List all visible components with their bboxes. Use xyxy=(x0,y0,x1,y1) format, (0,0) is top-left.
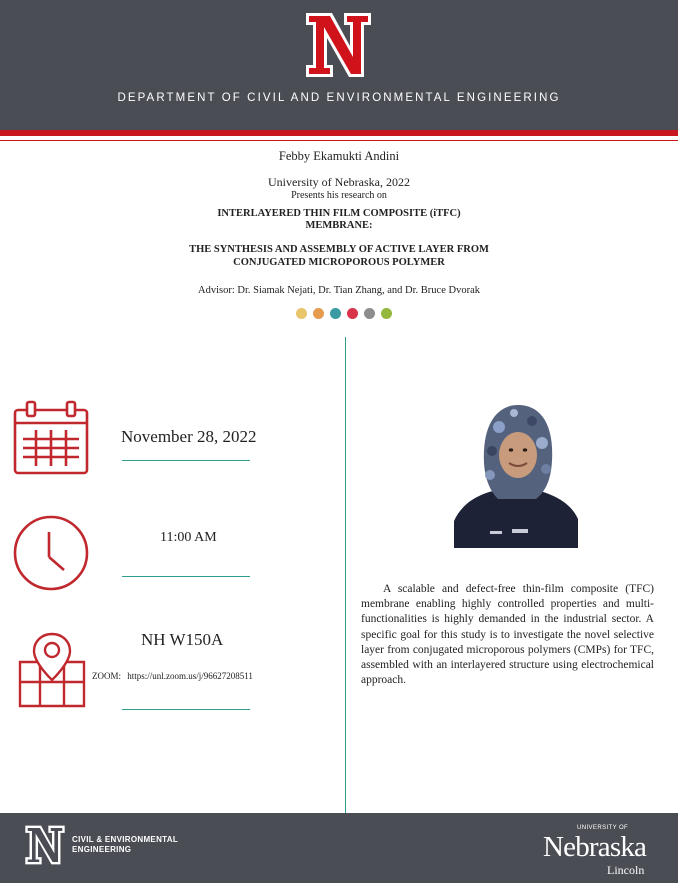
dot xyxy=(364,308,375,319)
zoom-link[interactable]: https://unl.zoom.us/j/96627208511 xyxy=(127,671,253,681)
unl-lincoln: Lincoln xyxy=(607,863,645,877)
dot xyxy=(330,308,341,319)
zoom-label: ZOOM: xyxy=(92,671,121,681)
vertical-divider xyxy=(345,337,346,814)
thin-red-divider xyxy=(0,140,678,141)
event-time: 11:00 AM xyxy=(160,530,217,545)
calendar-icon xyxy=(12,400,90,476)
presents-line: Presents his research on xyxy=(291,190,387,201)
dot xyxy=(347,308,358,319)
clock-icon xyxy=(12,514,90,592)
nebraska-n-logo xyxy=(305,12,372,78)
title-line: CONJUGATED MICROPOROUS POLYMER xyxy=(233,257,445,268)
footer-dept-line: CIVIL & ENVIRONMENTAL xyxy=(72,835,179,844)
title-line: THE SYNTHESIS AND ASSEMBLY OF ACTIVE LAYER FROM xyxy=(189,244,489,255)
dot xyxy=(313,308,324,319)
map-location-icon xyxy=(16,630,88,710)
room-underline xyxy=(122,709,250,710)
event-date: November 28, 2022 xyxy=(121,427,257,446)
title-line: INTERLAYERED THIN FILM COMPOSITE (iTFC) xyxy=(217,208,461,219)
presenter-name: Febby Ekamukti Andini xyxy=(278,149,400,163)
red-divider xyxy=(0,130,678,136)
title-line: MEMBRANE: xyxy=(305,220,373,231)
unl-nebraska-wordmark: Nebraska xyxy=(543,831,647,863)
time-underline xyxy=(122,576,250,577)
unl-university-of: UNIVERSITY OF xyxy=(577,825,629,831)
date-underline xyxy=(122,460,250,461)
abstract-text: A scalable and defect-free thin-film composite (TFC) membrane enabling highly controlled properties and multi-functionalities is highly demanded in the industrial sector. A specific goal for this study is to investigate the novel selective layer from conjugated microporous polymers (CMPs) for TFC, assembled with an interlayered structure using electrochemical approach. xyxy=(361,583,654,687)
event-room: NH W150A xyxy=(141,630,224,649)
presenter-photo xyxy=(454,403,578,548)
footer-n-logo xyxy=(24,825,66,865)
zoom-line xyxy=(92,671,257,681)
footer-department xyxy=(72,835,178,855)
dot xyxy=(296,308,307,319)
research-title-part1 xyxy=(0,208,678,232)
footer-banner xyxy=(0,813,678,883)
department-title: DEPARTMENT OF CIVIL AND ENVIRONMENTAL ENGINEERING xyxy=(117,92,561,104)
header-banner xyxy=(0,0,678,130)
footer-dept-line: ENGINEERING xyxy=(72,845,132,854)
decorative-dots xyxy=(296,308,392,320)
dot xyxy=(381,308,392,319)
research-title-part2 xyxy=(0,243,678,269)
university-line: University of Nebraska, 2022 xyxy=(268,175,410,189)
advisor-line: Advisor: Dr. Siamak Nejati, Dr. Tian Zhang, and Dr. Bruce Dvorak xyxy=(197,285,480,296)
